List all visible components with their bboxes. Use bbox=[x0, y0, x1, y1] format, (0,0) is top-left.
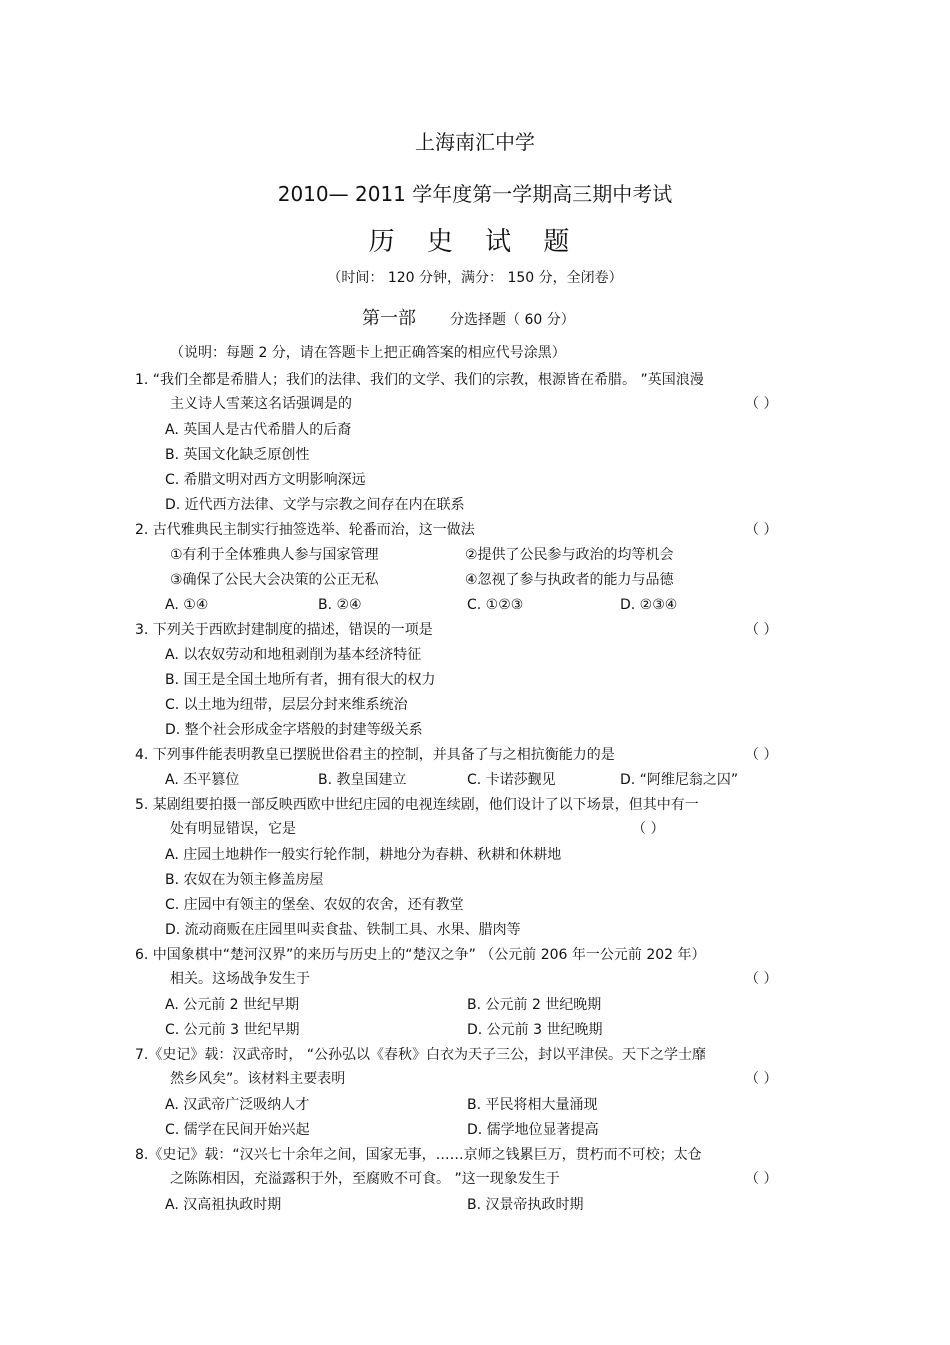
subject-title: 历 史 试 题 bbox=[368, 227, 582, 257]
q2-option-d: D. ②③④ bbox=[620, 597, 678, 613]
q3-option-a: A. 以农奴劳动和地租剥削为基本经济特征 bbox=[165, 647, 422, 663]
q5-option-b: B. 农奴在为领主修盖房屋 bbox=[165, 872, 324, 888]
q2-option-c: C. ①②③ bbox=[467, 597, 524, 613]
q5-option-c: C. 庄园中有领主的堡垒、农奴的农舍，还有教堂 bbox=[165, 897, 464, 913]
q2-stem: 2. 古代雅典民主制实行抽签选举、轮番而治，这一做法 bbox=[135, 522, 475, 538]
q8-stem-cont: 之陈陈相因，充溢露积于外，至腐败不可食。 ”这一现象发生于 bbox=[170, 1171, 560, 1187]
q3-stem: 3. 下列关于西欧封建制度的描述，错误的一项是 bbox=[135, 622, 433, 638]
q4-answer-paren: （ ） bbox=[745, 747, 778, 763]
q4-option-c: C. 卡诺莎觐见 bbox=[467, 772, 556, 788]
q4-option-d: D. “阿维尼翁之囚” bbox=[620, 772, 739, 788]
q7-stem-cont: 然乡风矣”。该材料主要表明 bbox=[170, 1071, 346, 1087]
q2-answer-paren: （ ） bbox=[745, 522, 778, 538]
q1-option-c: C. 希腊文明对西方文明影响深远 bbox=[165, 472, 366, 488]
q4-stem: 4. 下列事件能表明教皇已摆脱世俗君主的控制，并具备了与之相抗衡能力的是 bbox=[135, 747, 615, 763]
q1-stem-cont: 主义诗人雪莱这名话强调是的 bbox=[170, 396, 352, 412]
q3-option-d: D. 整个社会形成金字塔般的封建等级关系 bbox=[165, 722, 423, 738]
q5-option-a: A. 庄园土地耕作一般实行轮作制，耕地分为春耕、秋耕和休耕地 bbox=[165, 847, 562, 863]
exam-meta: （时间： 120 分钟，满分： 150 分，全闭卷） bbox=[327, 270, 623, 286]
q8-option-a: A. 汉高祖执政时期 bbox=[165, 1197, 282, 1213]
q7-option-a: A. 汉武帝广泛吸纳人才 bbox=[165, 1097, 310, 1113]
q4-option-b: B. 教皇国建立 bbox=[318, 772, 407, 788]
q2-option-a: A. ①④ bbox=[165, 597, 209, 613]
q6-stem: 6. 中国象棋中“楚河汉界”的来历与历史上的“楚汉之争” （公元前 206 年一公元前 202 年） bbox=[135, 947, 706, 963]
q6-answer-paren: （ ） bbox=[745, 971, 778, 987]
q7-option-d: D. 儒学地位显著提高 bbox=[467, 1122, 599, 1138]
q6-option-b: B. 公元前 2 世纪晚期 bbox=[467, 997, 602, 1013]
q8-option-b: B. 汉景帝执政时期 bbox=[467, 1197, 584, 1213]
q2-subitem-4: ④忽视了参与执政者的能力与品德 bbox=[465, 572, 674, 588]
q6-option-c: C. 公元前 3 世纪早期 bbox=[165, 1022, 300, 1038]
part1-subtitle: 分选择题（ 60 分） bbox=[450, 312, 575, 328]
q2-subitem-1: ①有利于全体雅典人参与国家管理 bbox=[170, 547, 379, 563]
q8-stem: 8.《史记》载：“汉兴七十余年之间，国家无事，……京师之钱累巨万，贯朽而不可校；太仓 bbox=[135, 1147, 702, 1163]
q2-subitem-2: ②提供了公民参与政治的均等机会 bbox=[465, 547, 674, 563]
q3-option-b: B. 国王是全国土地所有者，拥有很大的权力 bbox=[165, 672, 436, 688]
q7-option-c: C. 儒学在民间开始兴起 bbox=[165, 1122, 310, 1138]
q5-stem: 5. 某剧组要拍摄一部反映西欧中世纪庄园的电视连续剧，他们设计了以下场景，但其中有一 bbox=[135, 797, 699, 813]
q5-option-d: D. 流动商贩在庄园里叫卖食盐、铁制工具、水果、腊肉等 bbox=[165, 922, 521, 938]
q3-answer-paren: （ ） bbox=[745, 622, 778, 638]
q1-option-d: D. 近代西方法律、文学与宗教之间存在内在联系 bbox=[165, 497, 465, 513]
q5-answer-paren: （ ） bbox=[632, 821, 665, 837]
q3-option-c: C. 以土地为纽带，层层分封来维系统治 bbox=[165, 697, 408, 713]
exam-title: 2010— 2011 学年度第一学期高三期中考试 bbox=[277, 182, 673, 206]
part1-instructions: （说明：每题 2 分，请在答题卡上把正确答案的相应代号涂黑） bbox=[170, 345, 566, 361]
q5-stem-cont: 处有明显错误，它是 bbox=[170, 821, 296, 837]
q4-option-a: A. 丕平篡位 bbox=[165, 772, 240, 788]
q1-stem: 1. “我们全都是希腊人；我们的法律、我们的文学、我们的宗教，根源皆在希腊。 ”英国浪漫 bbox=[135, 372, 704, 388]
q2-option-b: B. ②④ bbox=[318, 597, 362, 613]
q6-stem-cont: 相关。这场战争发生于 bbox=[170, 971, 310, 987]
q1-option-a: A. 英国人是古代希腊人的后裔 bbox=[165, 422, 352, 438]
school-name: 上海南汇中学 bbox=[415, 130, 535, 154]
q7-answer-paren: （ ） bbox=[745, 1071, 778, 1087]
q7-stem: 7.《史记》载：汉武帝时， “公孙弘以《春秋》白衣为天子三公，封以平津侯。天下之学士靡 bbox=[135, 1047, 707, 1063]
q1-answer-paren: （ ） bbox=[745, 396, 778, 412]
q8-answer-paren: （ ） bbox=[745, 1171, 778, 1187]
part1-title: 第一部 bbox=[362, 308, 416, 329]
q1-option-b: B. 英国文化缺乏原创性 bbox=[165, 447, 310, 463]
q2-subitem-3: ③确保了公民大会决策的公正无私 bbox=[170, 572, 379, 588]
q7-option-b: B. 平民将相大量涌现 bbox=[467, 1097, 598, 1113]
q6-option-a: A. 公元前 2 世纪早期 bbox=[165, 997, 300, 1013]
q6-option-d: D. 公元前 3 世纪晚期 bbox=[467, 1022, 603, 1038]
